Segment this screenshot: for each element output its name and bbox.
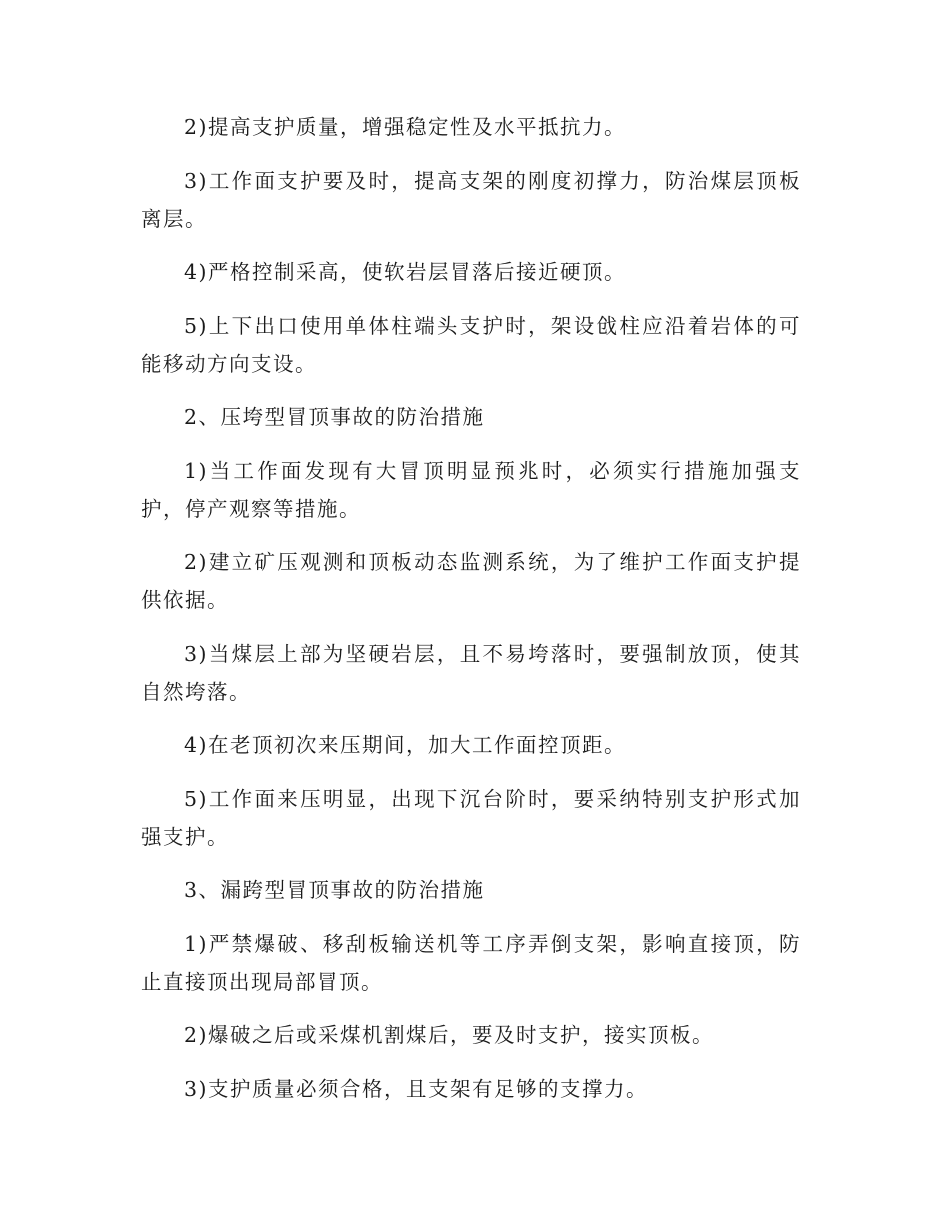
paragraph-5: 1)当工作面发现有大冒顶明显预兆时，必须实行措施加强支护，停产观察等措施。 [141, 458, 801, 521]
paragraph-4: 5)上下出口使用单体柱端头支护时，架设戗柱应沿着岩体的可能移动方向支设。 [141, 313, 801, 376]
paragraph-1: 2)提高支护质量，增强稳定性及水平抵抗力。 [184, 115, 627, 139]
section-heading-3: 3、漏跨型冒顶事故的防治措施 [184, 878, 485, 902]
paragraph-11: 2)爆破之后或采煤机割煤后，要及时支护，接实顶板。 [184, 1023, 715, 1047]
paragraph-12: 3)支护质量必须合格，且支架有足够的支撑力。 [184, 1076, 649, 1101]
paragraph-3: 4)严格控制采高，使软岩层冒落后接近硬顶。 [184, 260, 627, 284]
paragraph-10: 1)严禁爆破、移刮板输送机等工序弄倒支架，影响直接顶，防止直接顶出现局部冒顶。 [141, 931, 801, 994]
paragraph-8: 4)在老顶初次来压期间，加大工作面控顶距。 [184, 733, 627, 757]
document-body [141, 108, 801, 1123]
paragraph-2: 3)工作面支护要及时，提高支架的刚度初撑力，防治煤层顶板离层。 [141, 168, 801, 231]
paragraph-9: 5)工作面来压明显，出现下沉台阶时，要采纳特别支护形式加强支护。 [141, 786, 801, 849]
section-heading-2: 2、压垮型冒顶事故的防治措施 [184, 405, 485, 429]
paragraph-6: 2)建立矿压观测和顶板动态监测系统，为了维护工作面支护提供依据。 [141, 550, 801, 612]
paragraph-7: 3)当煤层上部为坚硬岩层，且不易垮落时，要强制放顶，使其自然垮落。 [141, 641, 801, 704]
